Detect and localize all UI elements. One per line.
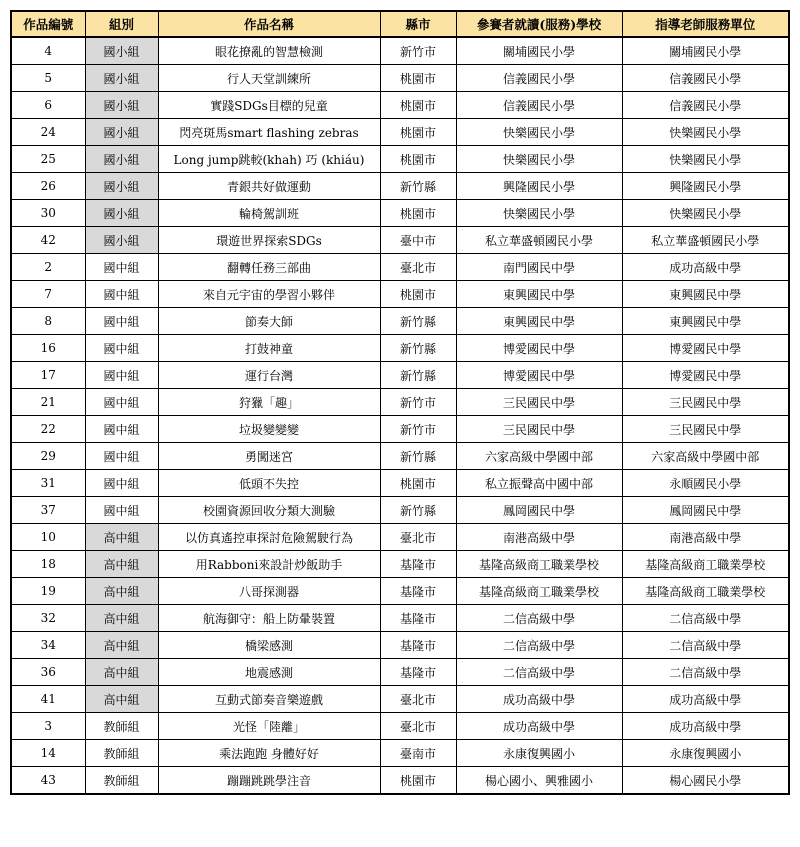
cell-school: 博愛國民中學 bbox=[456, 362, 622, 389]
cell-teacher-unit: 基隆高級商工職業學校 bbox=[622, 551, 789, 578]
cell-work-title: 閃亮斑馬smart flashing zebras bbox=[158, 119, 380, 146]
cell-group: 國小組 bbox=[85, 227, 158, 254]
cell-group: 國中組 bbox=[85, 389, 158, 416]
table-row bbox=[11, 362, 789, 389]
cell-city: 臺北市 bbox=[380, 524, 456, 551]
cell-group: 國中組 bbox=[85, 497, 158, 524]
cell-school: 博愛國民中學 bbox=[456, 335, 622, 362]
cell-work-id: 41 bbox=[11, 686, 85, 713]
cell-teacher-unit: 鳳岡國民中學 bbox=[622, 497, 789, 524]
cell-teacher-unit: 信義國民小學 bbox=[622, 92, 789, 119]
table-row bbox=[11, 416, 789, 443]
cell-work-title: 光怪「陸離」 bbox=[158, 713, 380, 740]
cell-work-id: 22 bbox=[11, 416, 85, 443]
cell-group: 教師組 bbox=[85, 740, 158, 767]
cell-group: 國小組 bbox=[85, 119, 158, 146]
cell-teacher-unit: 永康復興國小 bbox=[622, 740, 789, 767]
cell-city: 新竹市 bbox=[380, 37, 456, 65]
header-work-id: 作品編號 bbox=[11, 11, 85, 37]
cell-work-title: 以仿真遙控車探討危險駕駛行為 bbox=[158, 524, 380, 551]
table-row bbox=[11, 443, 789, 470]
cell-school: 快樂國民小學 bbox=[456, 146, 622, 173]
cell-school: 快樂國民小學 bbox=[456, 200, 622, 227]
cell-teacher-unit: 二信高級中學 bbox=[622, 632, 789, 659]
cell-work-title: 眼花撩亂的智慧檢測 bbox=[158, 37, 380, 65]
cell-group: 國小組 bbox=[85, 200, 158, 227]
cell-work-id: 17 bbox=[11, 362, 85, 389]
cell-teacher-unit: 成功高級中學 bbox=[622, 254, 789, 281]
cell-teacher-unit: 博愛國民中學 bbox=[622, 335, 789, 362]
cell-work-title: 來自元宇宙的學習小夥伴 bbox=[158, 281, 380, 308]
cell-work-title: 節奏大師 bbox=[158, 308, 380, 335]
table-row bbox=[11, 281, 789, 308]
cell-teacher-unit: 二信高級中學 bbox=[622, 605, 789, 632]
cell-work-title: Long jump跳較(khah) 巧 (khiáu) bbox=[158, 146, 380, 173]
cell-teacher-unit: 私立華盛頓國民小學 bbox=[622, 227, 789, 254]
table-row bbox=[11, 470, 789, 497]
cell-teacher-unit: 南港高級中學 bbox=[622, 524, 789, 551]
cell-group: 國中組 bbox=[85, 362, 158, 389]
cell-city: 新竹縣 bbox=[380, 443, 456, 470]
cell-work-id: 31 bbox=[11, 470, 85, 497]
table-row bbox=[11, 146, 789, 173]
cell-group: 國中組 bbox=[85, 416, 158, 443]
cell-teacher-unit: 關埔國民小學 bbox=[622, 37, 789, 65]
table-row bbox=[11, 389, 789, 416]
cell-teacher-unit: 三民國民中學 bbox=[622, 416, 789, 443]
cell-group: 國中組 bbox=[85, 281, 158, 308]
cell-group: 教師組 bbox=[85, 767, 158, 795]
table-row bbox=[11, 686, 789, 713]
cell-work-title: 輪椅駕訓班 bbox=[158, 200, 380, 227]
cell-group: 國小組 bbox=[85, 146, 158, 173]
cell-teacher-unit: 東興國民中學 bbox=[622, 308, 789, 335]
cell-teacher-unit: 快樂國民小學 bbox=[622, 200, 789, 227]
cell-work-title: 互動式節奏音樂遊戲 bbox=[158, 686, 380, 713]
table-row bbox=[11, 65, 789, 92]
cell-school: 二信高級中學 bbox=[456, 659, 622, 686]
cell-work-id: 25 bbox=[11, 146, 85, 173]
cell-work-id: 3 bbox=[11, 713, 85, 740]
table-row bbox=[11, 227, 789, 254]
cell-work-title: 航海御守：船上防暈裝置 bbox=[158, 605, 380, 632]
cell-school: 楊心國小、興雅國小 bbox=[456, 767, 622, 795]
cell-group: 高中組 bbox=[85, 578, 158, 605]
cell-teacher-unit: 基隆高級商工職業學校 bbox=[622, 578, 789, 605]
cell-work-id: 8 bbox=[11, 308, 85, 335]
cell-work-title: 垃圾變變變 bbox=[158, 416, 380, 443]
cell-school: 南港高級中學 bbox=[456, 524, 622, 551]
cell-school: 南門國民中學 bbox=[456, 254, 622, 281]
table-body bbox=[11, 37, 789, 794]
table-row bbox=[11, 335, 789, 362]
cell-work-id: 19 bbox=[11, 578, 85, 605]
table-row bbox=[11, 551, 789, 578]
header-school: 參賽者就讀(服務)學校 bbox=[456, 11, 622, 37]
cell-group: 高中組 bbox=[85, 551, 158, 578]
table-row bbox=[11, 605, 789, 632]
cell-teacher-unit: 成功高級中學 bbox=[622, 686, 789, 713]
cell-city: 基隆市 bbox=[380, 632, 456, 659]
header-group: 組別 bbox=[85, 11, 158, 37]
cell-teacher-unit: 六家高級中學國中部 bbox=[622, 443, 789, 470]
cell-school: 私立振聲高中國中部 bbox=[456, 470, 622, 497]
cell-school: 六家高級中學國中部 bbox=[456, 443, 622, 470]
cell-city: 桃園市 bbox=[380, 146, 456, 173]
cell-city: 新竹縣 bbox=[380, 308, 456, 335]
cell-work-id: 7 bbox=[11, 281, 85, 308]
cell-work-id: 37 bbox=[11, 497, 85, 524]
cell-work-title: 校園資源回收分類大測驗 bbox=[158, 497, 380, 524]
cell-school: 基隆高級商工職業學校 bbox=[456, 551, 622, 578]
table-row bbox=[11, 497, 789, 524]
cell-work-title: 乘法跑跑 身體好好 bbox=[158, 740, 380, 767]
cell-school: 永康復興國小 bbox=[456, 740, 622, 767]
cell-work-id: 42 bbox=[11, 227, 85, 254]
cell-group: 國小組 bbox=[85, 65, 158, 92]
table-row bbox=[11, 713, 789, 740]
cell-city: 基隆市 bbox=[380, 659, 456, 686]
cell-work-title: 蹦蹦跳跳學注音 bbox=[158, 767, 380, 795]
header-work-title: 作品名稱 bbox=[158, 11, 380, 37]
cell-school: 東興國民中學 bbox=[456, 281, 622, 308]
cell-city: 臺中市 bbox=[380, 227, 456, 254]
table-row bbox=[11, 308, 789, 335]
cell-school: 興隆國民小學 bbox=[456, 173, 622, 200]
table-row bbox=[11, 119, 789, 146]
cell-work-id: 21 bbox=[11, 389, 85, 416]
table-row bbox=[11, 37, 789, 65]
cell-group: 國小組 bbox=[85, 37, 158, 65]
cell-work-id: 2 bbox=[11, 254, 85, 281]
cell-school: 鳳岡國民中學 bbox=[456, 497, 622, 524]
cell-school: 關埔國民小學 bbox=[456, 37, 622, 65]
cell-group: 國中組 bbox=[85, 470, 158, 497]
cell-school: 私立華盛頓國民小學 bbox=[456, 227, 622, 254]
cell-work-title: 橋梁感測 bbox=[158, 632, 380, 659]
cell-work-title: 運行台灣 bbox=[158, 362, 380, 389]
cell-school: 基隆高級商工職業學校 bbox=[456, 578, 622, 605]
cell-teacher-unit: 二信高級中學 bbox=[622, 659, 789, 686]
table-row bbox=[11, 767, 789, 795]
cell-teacher-unit: 興隆國民小學 bbox=[622, 173, 789, 200]
cell-work-title: 用Rabboni來設計炒飯助手 bbox=[158, 551, 380, 578]
table-row bbox=[11, 578, 789, 605]
cell-teacher-unit: 信義國民小學 bbox=[622, 65, 789, 92]
cell-school: 二信高級中學 bbox=[456, 605, 622, 632]
cell-group: 國中組 bbox=[85, 443, 158, 470]
cell-teacher-unit: 博愛國民中學 bbox=[622, 362, 789, 389]
cell-work-id: 43 bbox=[11, 767, 85, 795]
header-city: 縣市 bbox=[380, 11, 456, 37]
cell-city: 基隆市 bbox=[380, 551, 456, 578]
cell-work-id: 6 bbox=[11, 92, 85, 119]
header-teacher-unit: 指導老師服務單位 bbox=[622, 11, 789, 37]
cell-work-id: 4 bbox=[11, 37, 85, 65]
cell-city: 新竹市 bbox=[380, 389, 456, 416]
cell-work-id: 30 bbox=[11, 200, 85, 227]
cell-school: 成功高級中學 bbox=[456, 686, 622, 713]
cell-school: 成功高級中學 bbox=[456, 713, 622, 740]
cell-work-title: 狩獵「趣」 bbox=[158, 389, 380, 416]
cell-group: 高中組 bbox=[85, 686, 158, 713]
table-row bbox=[11, 740, 789, 767]
table-row bbox=[11, 254, 789, 281]
cell-city: 新竹縣 bbox=[380, 335, 456, 362]
cell-city: 基隆市 bbox=[380, 578, 456, 605]
cell-city: 桃園市 bbox=[380, 65, 456, 92]
cell-school: 信義國民小學 bbox=[456, 92, 622, 119]
cell-group: 國小組 bbox=[85, 92, 158, 119]
cell-teacher-unit: 三民國民中學 bbox=[622, 389, 789, 416]
cell-work-id: 26 bbox=[11, 173, 85, 200]
cell-city: 新竹縣 bbox=[380, 362, 456, 389]
cell-work-title: 打鼓神童 bbox=[158, 335, 380, 362]
cell-city: 桃園市 bbox=[380, 470, 456, 497]
cell-group: 國中組 bbox=[85, 308, 158, 335]
results-table bbox=[10, 10, 790, 795]
cell-work-title: 實踐SDGs目標的兒童 bbox=[158, 92, 380, 119]
cell-work-title: 行人天堂訓練所 bbox=[158, 65, 380, 92]
cell-work-title: 低頭不失控 bbox=[158, 470, 380, 497]
cell-work-id: 10 bbox=[11, 524, 85, 551]
cell-teacher-unit: 永順國民小學 bbox=[622, 470, 789, 497]
cell-city: 桃園市 bbox=[380, 119, 456, 146]
table-row bbox=[11, 632, 789, 659]
cell-work-id: 24 bbox=[11, 119, 85, 146]
cell-teacher-unit: 東興國民中學 bbox=[622, 281, 789, 308]
cell-work-id: 34 bbox=[11, 632, 85, 659]
cell-city: 桃園市 bbox=[380, 200, 456, 227]
cell-teacher-unit: 快樂國民小學 bbox=[622, 146, 789, 173]
cell-city: 新竹縣 bbox=[380, 497, 456, 524]
table-row bbox=[11, 92, 789, 119]
cell-school: 東興國民中學 bbox=[456, 308, 622, 335]
cell-work-id: 32 bbox=[11, 605, 85, 632]
cell-city: 臺北市 bbox=[380, 713, 456, 740]
cell-work-title: 環遊世界探索SDGs bbox=[158, 227, 380, 254]
cell-city: 桃園市 bbox=[380, 281, 456, 308]
cell-work-id: 14 bbox=[11, 740, 85, 767]
table-row bbox=[11, 524, 789, 551]
cell-teacher-unit: 楊心國民小學 bbox=[622, 767, 789, 795]
cell-city: 新竹縣 bbox=[380, 173, 456, 200]
cell-group: 教師組 bbox=[85, 713, 158, 740]
cell-school: 快樂國民小學 bbox=[456, 119, 622, 146]
cell-work-id: 36 bbox=[11, 659, 85, 686]
cell-city: 新竹市 bbox=[380, 416, 456, 443]
cell-group: 高中組 bbox=[85, 659, 158, 686]
cell-city: 基隆市 bbox=[380, 605, 456, 632]
cell-work-id: 18 bbox=[11, 551, 85, 578]
cell-group: 高中組 bbox=[85, 632, 158, 659]
cell-city: 臺北市 bbox=[380, 254, 456, 281]
cell-school: 二信高級中學 bbox=[456, 632, 622, 659]
header-row bbox=[11, 11, 789, 37]
cell-city: 桃園市 bbox=[380, 767, 456, 795]
cell-school: 三民國民中學 bbox=[456, 389, 622, 416]
cell-work-title: 翻轉任務三部曲 bbox=[158, 254, 380, 281]
cell-group: 高中組 bbox=[85, 605, 158, 632]
cell-work-title: 勇闖迷宮 bbox=[158, 443, 380, 470]
cell-city: 臺南市 bbox=[380, 740, 456, 767]
cell-city: 桃園市 bbox=[380, 92, 456, 119]
cell-school: 三民國民中學 bbox=[456, 416, 622, 443]
cell-work-id: 29 bbox=[11, 443, 85, 470]
cell-city: 臺北市 bbox=[380, 686, 456, 713]
cell-school: 信義國民小學 bbox=[456, 65, 622, 92]
cell-group: 國小組 bbox=[85, 173, 158, 200]
cell-work-title: 青銀共好做運動 bbox=[158, 173, 380, 200]
cell-work-id: 5 bbox=[11, 65, 85, 92]
cell-teacher-unit: 成功高級中學 bbox=[622, 713, 789, 740]
cell-group: 國中組 bbox=[85, 335, 158, 362]
cell-group: 國中組 bbox=[85, 254, 158, 281]
table-row bbox=[11, 173, 789, 200]
cell-group: 高中組 bbox=[85, 524, 158, 551]
table-header bbox=[11, 11, 789, 37]
table-row bbox=[11, 659, 789, 686]
results-table-container bbox=[10, 10, 790, 795]
cell-work-id: 16 bbox=[11, 335, 85, 362]
cell-work-title: 八哥探測器 bbox=[158, 578, 380, 605]
cell-teacher-unit: 快樂國民小學 bbox=[622, 119, 789, 146]
table-row bbox=[11, 200, 789, 227]
cell-work-title: 地震感測 bbox=[158, 659, 380, 686]
